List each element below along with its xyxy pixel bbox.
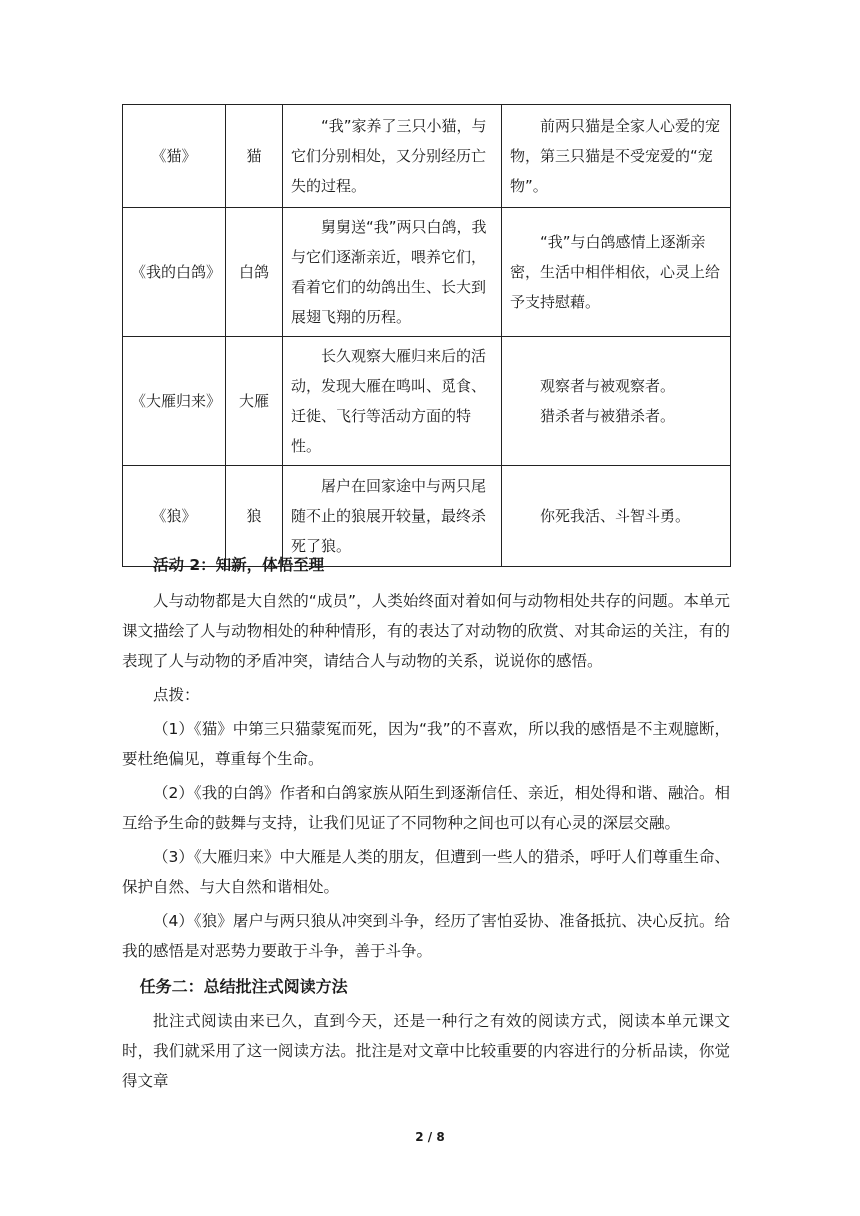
hint-point: （2）《我的白鸽》作者和白鸽家族从陌生到逐渐信任、亲近，相处得和谐、融洽。相互给予生命的鼓舞与支持，让我们见证了不同物种之间也可以有心灵的深层交融。 (122, 784, 730, 832)
table-row (123, 337, 731, 466)
hint-point: （3）《大雁归来》中大雁是人类的朋友，但遭到一些人的猎杀，呼吁人们尊重生命、保护自然、与大自然和谐相处。 (122, 848, 730, 896)
hint-label: 点拨： (153, 686, 200, 704)
hint-point: （1）《猫》中第三只猫蒙冤而死，因为“我”的不喜欢，所以我的感悟是不主观臆断，要杜绝偏见，尊重每个生命。 (122, 720, 730, 768)
relation-cell (502, 208, 731, 337)
story-text: 长久观察大雁归来后的活动，发现大雁在鸣叫、觅食、迁徙、飞行等活动方面的特性。 (291, 347, 487, 455)
task-text: 批注式阅读由来已久，直到今天，还是一种行之有效的阅读方式，阅读本单元课文时，我们就采用了这一阅读方法。批注是对文章中比较重要的内容进行的分析品读，你觉得文章 (122, 1012, 730, 1090)
relation-line: 猎杀者与被猎杀者。 (540, 407, 676, 425)
animal-cell: 猫 (226, 105, 283, 208)
activity-intro: 人与动物都是大自然的“成员”，人类始终面对着如何与动物相处共存的问题。本单元课文描绘了人与动物相处的种种情形，有的表达了对动物的欣赏、对其命运的关注，有的表现了人与动物的矛盾冲突，请结合人与动物的关系，说说你的感悟。 (122, 592, 730, 670)
relation-line: 观察者与被观察者。 (540, 377, 676, 395)
article-title-cell: 《猫》 (123, 105, 226, 208)
animal-cell: 狼 (226, 466, 283, 567)
relation-cell (502, 337, 731, 466)
relation-cell (502, 105, 731, 208)
story-text: “我”家养了三只小猫，与它们分别相处，又分别经历亡失的过程。 (291, 117, 487, 195)
table-row (123, 105, 731, 208)
relation-text: 你死我活、斗智斗勇。 (540, 507, 691, 525)
animal-cell: 白鸽 (226, 208, 283, 337)
relation-text: “我”与白鸽感情上逐渐亲密，生活中相伴相依，心灵上给予支持慰藉。 (510, 233, 721, 311)
page-number: 2 / 8 (415, 1130, 445, 1144)
story-cell (283, 337, 502, 466)
article-title-cell: 《大雁归来》 (123, 337, 226, 466)
table-row (123, 208, 731, 337)
animal-summary-table (122, 104, 731, 567)
hint-point: （4）《狼》屠户与两只狼从冲突到斗争，经历了害怕妥协、准备抵抗、决心反抗。给我的感悟是对恶势力要敢于斗争，善于斗争。 (122, 912, 730, 960)
story-cell (283, 105, 502, 208)
task-heading: 任务二：总结批注式阅读方法 (139, 977, 348, 996)
relation-text: 前两只猫是全家人心爱的宠物，第三只猫是不受宠爱的“宠物”。 (510, 117, 721, 195)
story-text: 舅舅送“我”两只白鸽，我与它们逐渐亲近，喂养它们，看着它们的幼鸽出生、长大到展翅飞翔的历程。 (291, 218, 487, 326)
story-cell (283, 208, 502, 337)
article-title-cell: 《我的白鸽》 (123, 208, 226, 337)
activity-heading: 活动 2：知新，体悟至理 (153, 556, 325, 574)
body-section (122, 550, 730, 1096)
story-text: 屠户在回家途中与两只尾随不止的狼展开较量，最终杀死了狼。 (291, 477, 487, 555)
article-title-cell: 《狼》 (123, 466, 226, 567)
animal-cell: 大雁 (226, 337, 283, 466)
